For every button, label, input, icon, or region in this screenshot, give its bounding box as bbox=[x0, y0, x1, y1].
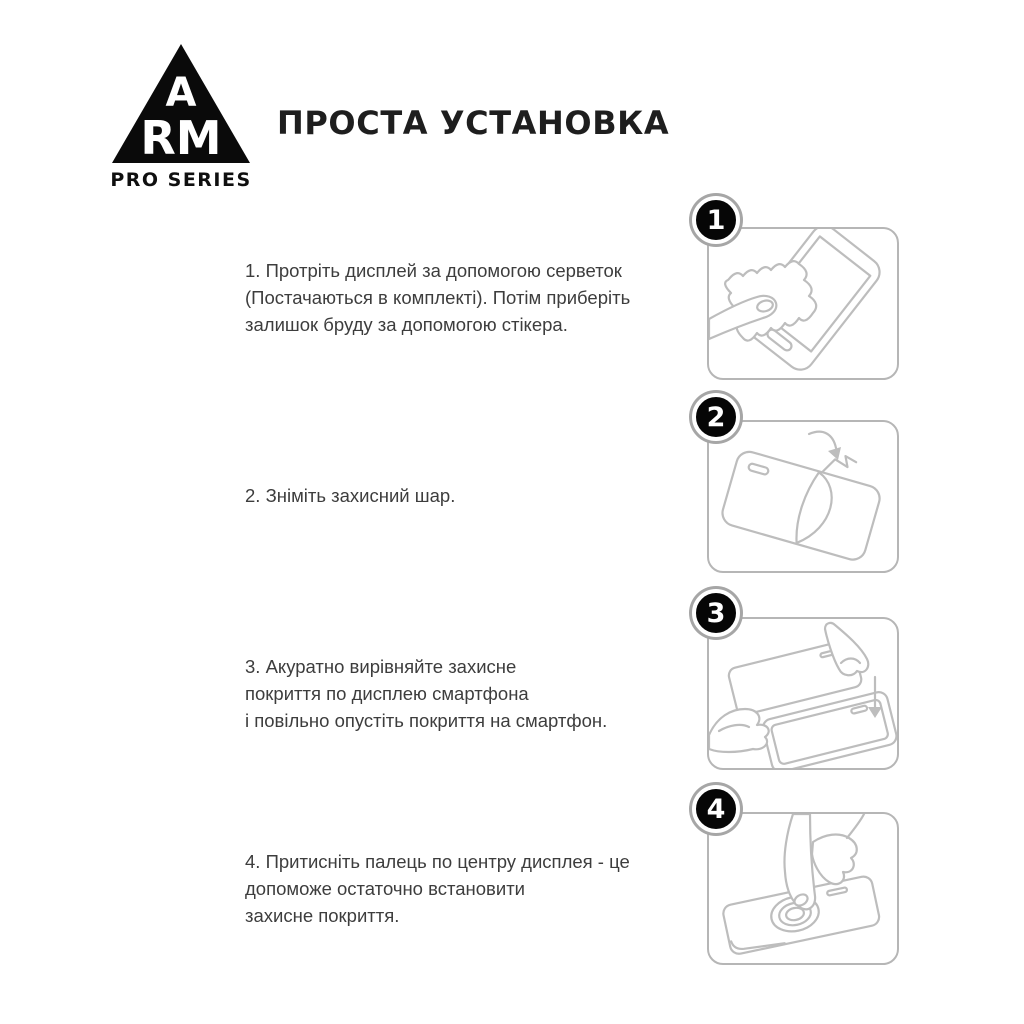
step-2-line-1: 2. Зніміть захисний шар. bbox=[245, 485, 456, 506]
logo-subtitle: PRO SERIES bbox=[110, 169, 252, 190]
step-3-line-2: покриття по дисплею смартфона bbox=[245, 683, 529, 704]
press-center-of-display-icon bbox=[709, 814, 897, 963]
step-3-number: 3 bbox=[706, 597, 726, 629]
step-4-text bbox=[245, 848, 695, 929]
step-1-text bbox=[245, 257, 695, 338]
step-2-number-badge bbox=[692, 393, 740, 441]
wipe-screen-with-cloth-icon bbox=[709, 229, 897, 378]
brand-logo bbox=[107, 42, 255, 190]
step-4-number-badge bbox=[692, 785, 740, 833]
step-3-line-1: 3. Акуратно вирівняйте захисне bbox=[245, 656, 517, 677]
step-1-line-3: залишок бруду за допомогою стікера. bbox=[245, 314, 568, 335]
step-1-illustration-box bbox=[707, 227, 899, 380]
peel-protective-layer-icon bbox=[709, 422, 897, 571]
step-4-line-1: 4. Притисніть палець по центру дисплея - це bbox=[245, 851, 630, 872]
step-4-line-3: захисне покриття. bbox=[245, 905, 400, 926]
logo-letters-rm: RM bbox=[140, 111, 222, 165]
step-3-line-3: і повільно опустіть покриття на смартфон. bbox=[245, 710, 608, 731]
step-1-line-1: 1. Протріть дисплей за допомогою серветок bbox=[245, 260, 622, 281]
align-and-lower-protector-icon bbox=[709, 619, 897, 768]
step-2-text bbox=[245, 482, 695, 509]
step-3-illustration-box bbox=[707, 617, 899, 770]
step-3-text bbox=[245, 653, 695, 734]
step-2-illustration-box bbox=[707, 420, 899, 573]
step-4-number: 4 bbox=[706, 793, 726, 825]
step-1-number: 1 bbox=[706, 204, 726, 236]
arm-pro-series-logo-icon bbox=[107, 42, 255, 190]
step-1-number-badge bbox=[692, 196, 740, 244]
step-3-number-badge bbox=[692, 589, 740, 637]
page-title: ПРОСТА УСТАНОВКА bbox=[277, 104, 670, 142]
logo-letter-a: A bbox=[165, 70, 197, 116]
step-2-number: 2 bbox=[706, 401, 726, 433]
step-4-line-2: допоможе остаточно встановити bbox=[245, 878, 526, 899]
step-4-illustration-box bbox=[707, 812, 899, 965]
step-1-line-2: (Постачаються в комплекті). Потім приберіть bbox=[245, 287, 631, 308]
